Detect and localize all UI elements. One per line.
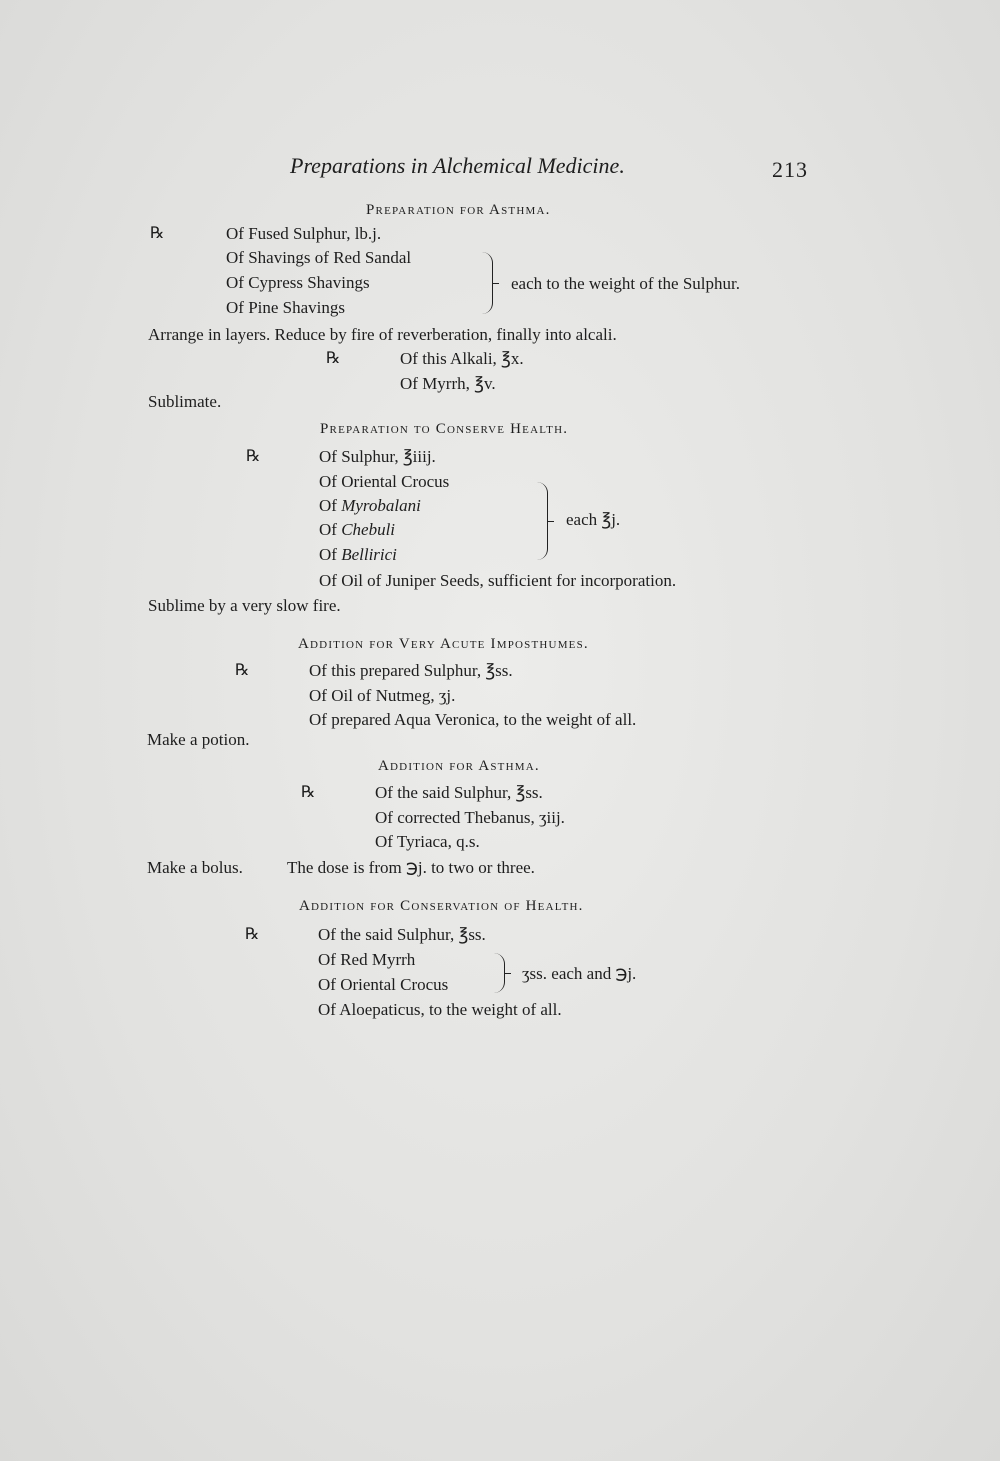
recipe-symbol: ℞ (245, 926, 260, 943)
recipe-symbol: ℞ (246, 448, 261, 465)
ingredient-line: Of prepared Aqua Veronica, to the weight of all. (309, 710, 637, 729)
section-title-preparation-asthma: Preparation for Asthma. (366, 202, 551, 218)
ingredient-line: Of corrected Thebanus, ʒiij. (375, 808, 565, 827)
ingredient-line: Of Oriental Crocus (318, 975, 449, 994)
recipe-symbol: ℞ (326, 350, 341, 367)
ingredient-line: Of the said Sulphur, ℥ss. (318, 925, 486, 944)
ingredient-line: Of Fused Sulphur, lb.j. (226, 224, 382, 243)
ingredient-line: Of Myrrh, ℥v. (400, 374, 496, 393)
instruction-line: Sublime by a very slow fire. (148, 596, 341, 615)
instruction-line: Sublimate. (148, 392, 222, 411)
section-title-addition-asthma: Addition for Asthma. (378, 758, 540, 774)
ingredient-line: Of Chebuli (319, 520, 396, 539)
page-number: 213 (772, 157, 808, 182)
section-title-conserve-health: Preparation to Conserve Health. (320, 421, 569, 437)
bracket-note: each ℥j. (566, 510, 621, 529)
ingredient-line: Of Pine Shavings (226, 298, 345, 317)
recipe-symbol: ℞ (150, 225, 165, 242)
ingredient-line: Of Oriental Crocus (319, 472, 450, 491)
ingredient-line: Of Tyriaca, q.s. (375, 832, 480, 851)
dose-line: The dose is from ℈j. to two or three. (287, 858, 535, 877)
ingredient-line: Of Shavings of Red Sandal (226, 248, 412, 267)
instruction-line: Make a potion. (147, 730, 250, 749)
bracket-note: ʒss. each and ℈j. (522, 964, 637, 983)
recipe-symbol: ℞ (235, 662, 250, 679)
running-title: Preparations in Alchemical Medicine. (290, 153, 625, 178)
ingredient-line: Of Bellirici (319, 545, 397, 564)
bracket (537, 482, 548, 560)
ingredient-line: Of Red Myrrh (318, 950, 416, 969)
recipe-symbol: ℞ (301, 784, 316, 801)
ingredient-line: Of Oil of Nutmeg, ʒj. (309, 686, 456, 705)
ingredient-line: Of Sulphur, ℥iiij. (319, 447, 436, 466)
ingredient-line: Of the said Sulphur, ℥ss. (375, 783, 543, 802)
section-title-conservation-health: Addition for Conservation of Health. (299, 898, 584, 914)
bracket (494, 953, 505, 993)
bracket-note: each to the weight of the Sulphur. (511, 274, 740, 293)
ingredient-line: Of this prepared Sulphur, ℥ss. (309, 661, 513, 680)
ingredient-line: Of Aloepaticus, to the weight of all. (318, 1000, 562, 1019)
ingredient-line: Of Oil of Juniper Seeds, sufficient for incorporation. (319, 571, 677, 590)
bracket (482, 252, 493, 314)
section-title-imposthumes: Addition for Very Acute Imposthumes. (298, 636, 589, 652)
ingredient-line: Of this Alkali, ℥x. (400, 349, 524, 368)
instruction-line: Arrange in layers. Reduce by fire of reverberation, finally into alcali. (148, 325, 617, 344)
instruction-line: Make a bolus. (147, 858, 243, 877)
ingredient-line: Of Cypress Shavings (226, 273, 370, 292)
ingredient-line: Of Myrobalani (319, 496, 421, 515)
